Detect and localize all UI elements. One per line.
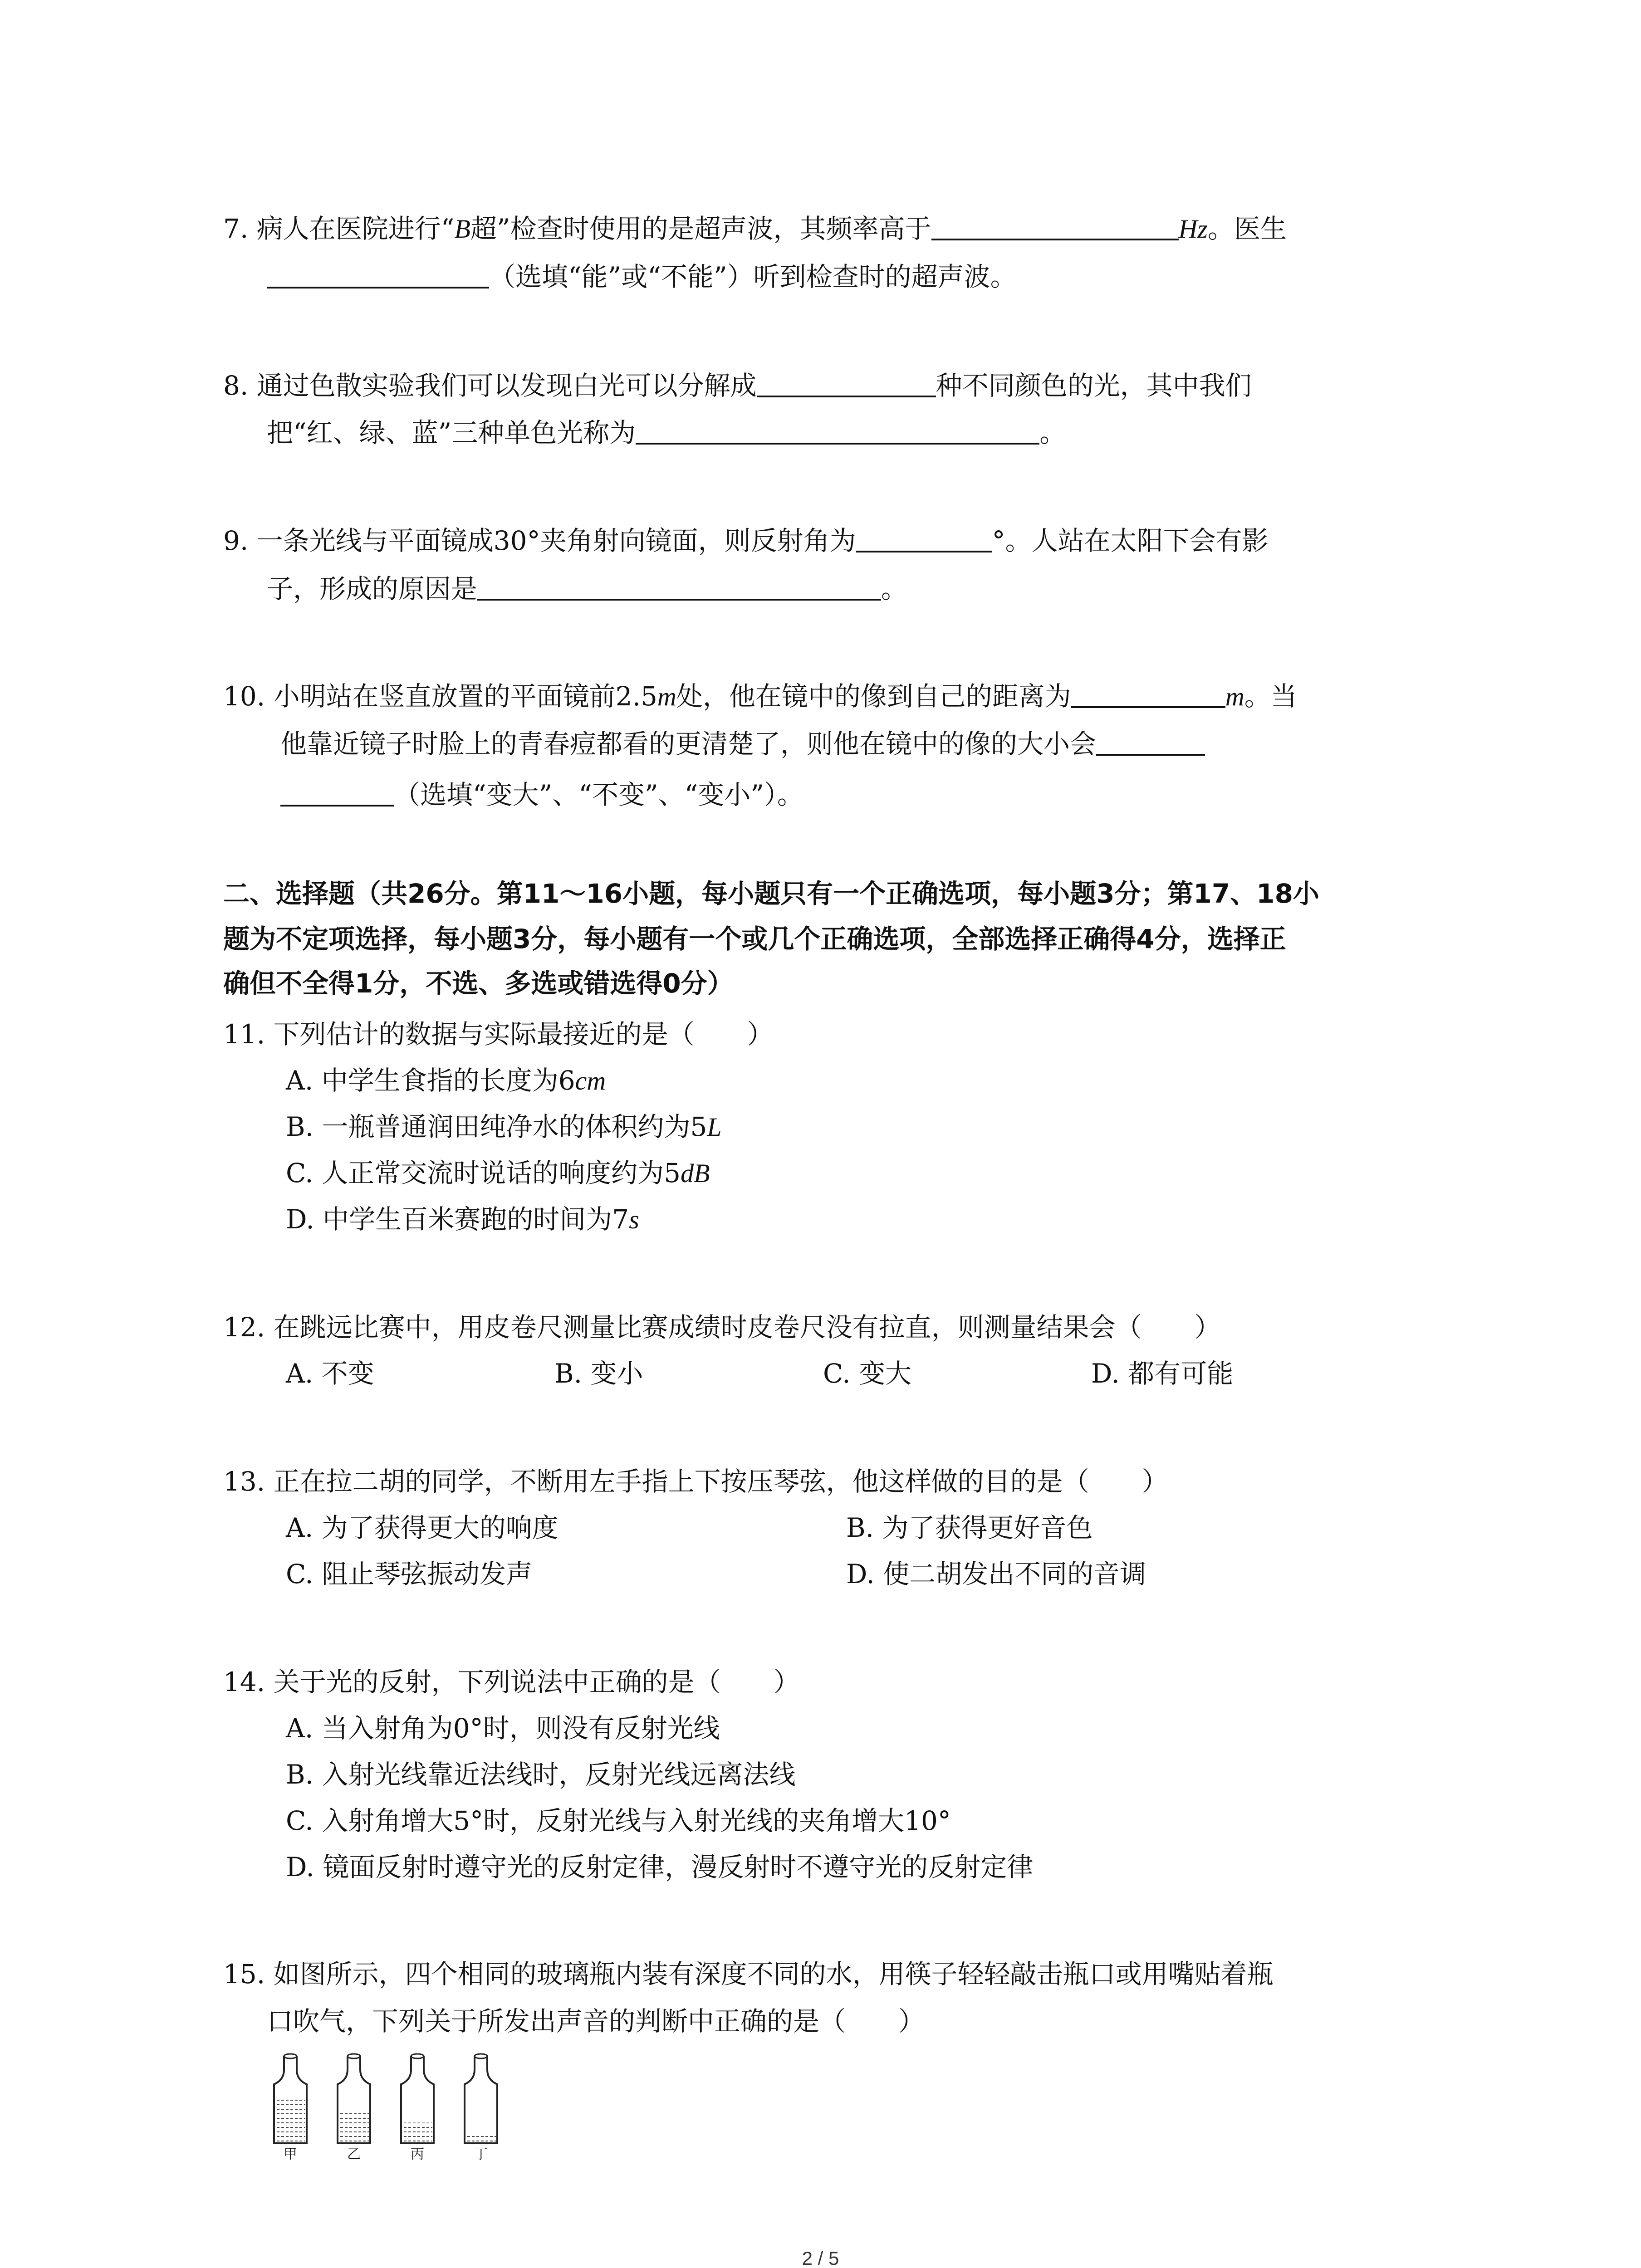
q10-blank-distance[interactable] [1071, 677, 1225, 708]
q14-option-d[interactable]: D. 镜面反射时遵守光的反射定律，漫反射时不遵守光的反射定律 [286, 1852, 1034, 1882]
section-2-heading-line-2: 题为不定项选择，每小题3分，每小题有一个或几个正确选项，全部选择正确得4分，选择正 [223, 924, 1286, 954]
bottle-mouth-3 [411, 2054, 424, 2058]
q11-option-d[interactable]: D. 中学生百米赛跑的时间为7s [286, 1204, 639, 1235]
q11-option-c[interactable]: C. 人正常交流时说话的响度约为5dB [286, 1158, 710, 1188]
q13-option-d[interactable]: D. 使二胡发出不同的音调 [846, 1559, 1146, 1589]
q10-line-1: 10. 小明站在竖直放置的平面镜前2.5m处，他在镜中的像到自己的距离为 m。当 [223, 677, 1297, 715]
q13-option-c[interactable]: C. 阻止琴弦振动发声 [286, 1559, 533, 1589]
q8-blank-primary-colors[interactable] [636, 414, 1039, 445]
bottle-water-4 [466, 2133, 496, 2143]
q11-stem: 11. 下列估计的数据与实际最接近的是（ ） [223, 1019, 774, 1050]
q7-line-2: （选填“能”或“不能”）听到检查时的超声波。 [267, 258, 1017, 295]
q10-line-2: 他靠近镜子时脸上的青春痘都看的更清楚了，则他在镜中的像的大小会 [280, 725, 1205, 762]
q14-stem: 14. 关于光的反射，下列说法中正确的是（ ） [223, 1667, 800, 1697]
bottle-label-1: 甲 [284, 2146, 297, 2161]
q9-line-1: 9. 一条光线与平面镜成30°夹角射向镜面，则反射角为 °。人站在太阳下会有影 [223, 522, 1269, 559]
q10-line-3: （选填“变大”、“不变”、“变小”）。 [280, 776, 803, 813]
bottle-mouth-4 [475, 2054, 487, 2058]
q12-option-d[interactable]: D. 都有可能 [1091, 1358, 1234, 1389]
bottle-label-4: 丁 [474, 2146, 488, 2161]
q11-option-a[interactable]: A. 中学生食指的长度为6cm [286, 1065, 606, 1096]
q15-line-1: 15. 如图所示，四个相同的玻璃瓶内装有深度不同的水，用筷子轻轻敲击瓶口或用嘴贴着瓶 [223, 1959, 1274, 1989]
q10-blank-size-part1[interactable] [1096, 725, 1205, 756]
bottle-outline-4 [465, 2056, 497, 2143]
q15-line-2: 口吹气，下列关于所发出声音的判断中正确的是（ ） [267, 2006, 925, 2037]
bottle-label-2: 乙 [347, 2146, 361, 2161]
q7-blank-frequency[interactable] [931, 210, 1179, 240]
q9-blank-reflection-angle[interactable] [856, 522, 992, 552]
q14-option-c[interactable]: C. 入射角增大5°时，反射光线与入射光线的夹角增大10° [286, 1805, 951, 1836]
q13-stem: 13. 正在拉二胡的同学，不断用左手指上下按压琴弦，他这样做的目的是（ ） [223, 1466, 1168, 1497]
q14-option-a[interactable]: A. 当入射角为0°时，则没有反射光线 [286, 1713, 720, 1744]
q11-option-b[interactable]: B. 一瓶普通润田纯净水的体积约为5L [286, 1111, 722, 1142]
q12-option-c[interactable]: C. 变大 [823, 1358, 912, 1389]
q13-option-b[interactable]: B. 为了获得更好音色 [846, 1512, 1093, 1543]
q10-blank-size-part2[interactable] [280, 776, 394, 807]
q7-blank-hear[interactable] [267, 258, 489, 288]
q12-option-a[interactable]: A. 不变 [286, 1358, 374, 1389]
section-2-heading-line-3: 确但不全得1分，不选、多选或错选得0分） [223, 968, 734, 999]
q7-line-1: 7. 病人在医院进行“B超”检查时使用的是超声波，其频率高于 Hz。医生 [223, 210, 1287, 247]
q8-blank-count[interactable] [757, 367, 936, 397]
q14-option-b[interactable]: B. 入射光线靠近法线时，反射光线远离法线 [286, 1759, 796, 1790]
q8-line-2: 把“红、绿、蓝”三种单色光称为 。 [267, 414, 1066, 451]
section-2-heading-line-1: 二、选择题（共26分。第11～16小题，每小题只有一个正确选项，每小题3分；第17、18小 [223, 878, 1319, 909]
bottle-mouth-1 [284, 2054, 297, 2058]
q9-line-2: 子，形成的原因是 。 [267, 570, 907, 607]
bottle-label-3: 丙 [411, 2146, 424, 2161]
q13-option-a[interactable]: A. 为了获得更大的响度 [286, 1512, 558, 1543]
bottle-mouth-2 [348, 2054, 360, 2058]
q15-bottles-figure [272, 2053, 526, 2161]
q9-blank-shadow-reason[interactable] [477, 570, 881, 601]
q8-line-1: 8. 通过色散实验我们可以发现白光可以分解成 种不同颜色的光，其中我们 [223, 367, 1252, 404]
page-number: 2 / 5 [802, 2248, 839, 2268]
q12-stem: 12. 在跳远比赛中，用皮卷尺测量比赛成绩时皮卷尺没有拉直，则测量结果会（ ） [223, 1312, 1221, 1343]
bottle-water-1 [275, 2099, 305, 2144]
bottle-water-2 [339, 2111, 369, 2144]
q12-option-b[interactable]: B. 变小 [554, 1358, 643, 1389]
bottle-water-3 [402, 2123, 432, 2144]
